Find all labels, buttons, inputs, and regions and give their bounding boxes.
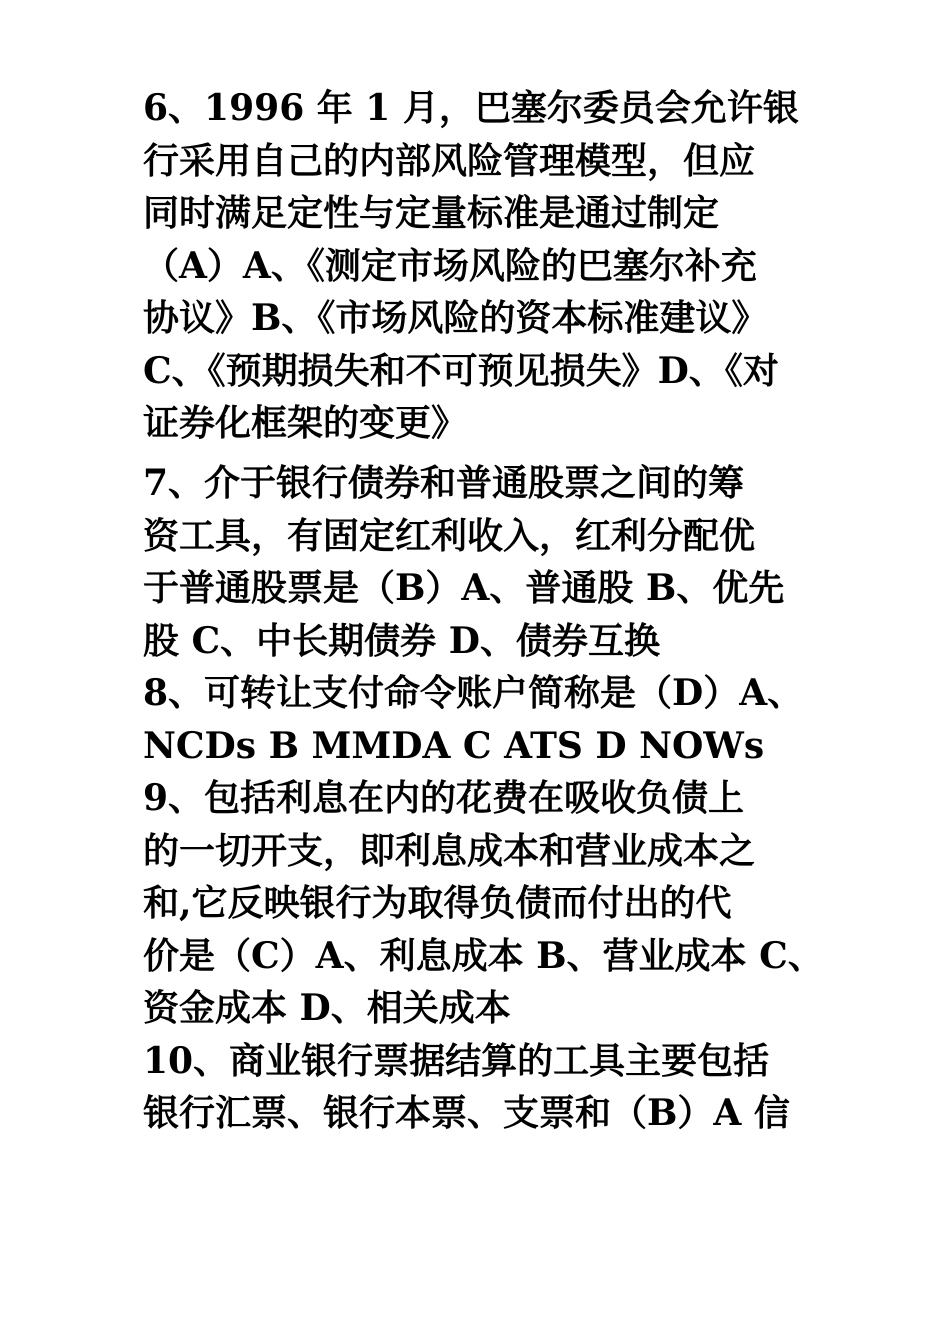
text-line: 资工具，有固定红利收入，红利分配优 [143,514,756,557]
text-line: 同时满足定性与定量标准是通过制定 [143,192,720,234]
text-line: （A）A、《测定市场风险的巴塞尔补充 [143,244,757,287]
text-line: C、《预期损失和不可预见损失》D、《对 [143,349,779,392]
text-line: 股 C、中长期债券 D、债券互换 [143,619,660,662]
text-line: 和,它反映银行为取得负债而付出的代 [143,882,732,924]
text-line: 证券化框架的变更》 [143,402,468,444]
text-line: 行采用自己的内部风险管理模型，但应 [143,139,756,182]
text-line: 8、可转让支付命令账户简称是（D）A、 [143,672,804,714]
question-6-block [143,82,813,450]
text-line: 协议》B、《市场风险的资本标准建议》 [143,297,768,339]
text-line: NCDs B MMDA C ATS D NOWs [143,724,765,767]
text-line: 6、1996 年 1 月，巴塞尔委员会允许银 [143,87,799,129]
text-line: 的一切开支，即利息成本和营业成本之 [143,829,756,872]
text-line: 7、介于银行债券和普通股票之间的筹 [143,462,745,504]
text-line: 于普通股票是（B）A、普通股 B、优先 [143,567,785,609]
questions-7-to-10-block [143,457,824,1140]
text-line: 资金成本 D、相关成本 [143,987,511,1029]
text-line: 银行汇票、银行本票、支票和（B）A 信 [143,1092,790,1134]
text-line: 价是（C）A、利息成本 B、营业成本 C、 [143,934,824,977]
text-line: 9、包括利息在内的花费在吸收负债上 [143,777,745,819]
text-line: 10、商业银行票据结算的工具主要包括 [143,1039,770,1082]
